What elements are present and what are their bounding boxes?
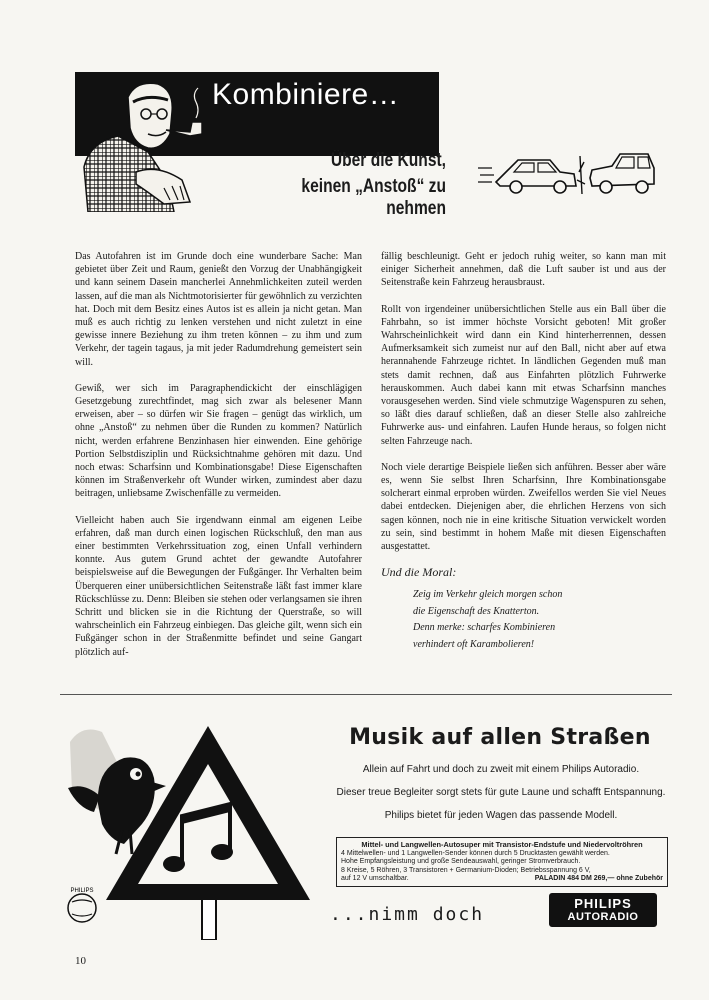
spec-line: 4 Mittelwellen- und 1 Langwellen-Sender können durch 5 Drucktasten gewählt werden. [341,849,610,857]
section-divider [60,694,672,695]
cars-collision-illustration [478,148,656,200]
article-paragraph: Gewiß, wer sich im Paragraphendickicht der einschlägigen Gesetzgebung zurechtfindet, mag sich zwar als belesener Mann erweisen, aber – so dürfen wir Sie fragen – genügt das wirklich, um ohne „Anstoß“ zu nehmen über die Runden zu kommen? Natürlich nicht, werden erfahrene Benzinhasen hier einwenden. Eine gehörige Portion Selbstdisziplin und Rücksichtnahme gehören mit dazu. Und noch etwas: Scharfsinn und Kombinationsgabe! Diese Eigenschaften können im Straßenverkehr oft Wunder wirken, zumindest aber dazu beitragen, unliebsame Zwischenfälle zu vermeiden. [75,382,362,500]
header-title: Kombiniere… [212,78,400,111]
poem-line: verhindert oft Karambolieren! [413,638,535,650]
logo-brand: PHILIPS [574,896,632,911]
ad-headline: Musik auf allen Straßen [349,725,651,750]
warning-sign-bird-illustration [62,712,320,940]
article-paragraph: Vielleicht haben auch Sie irgendwann einmal am eigenen Leibe erfahren, daß man durch einen logischen Rückschluß, den man aus einer bestimmten Verkehrssituation zog, einen Unfall verhindern konnte. Aus gutem Grund achtet der gewandte Autofahrer beispielsweise auf die Bewegungen der Fußgänger. Ihr Verhalten beim Überqueren einer unübersichtlichen Seitenstraße läßt fast immer klare Rückschlüsse zu. Denn: Bleiben sie stehen oder verlangsamen sie ihren Schritt und blicken sie in die Richtung der Querstraße, so will wahrscheinlich ein Fahrzeug einbiegen. Das gleiche gilt, wenn sich ein Fußgänger schon in der Straßenmitte befindet und seine Gangart plötzlich auf- [75,514,362,658]
article-paragraph: Noch viele derartige Beispiele ließen sich anführen. Besser aber wäre es, wenn Sie selbst Ihren Scharfsinn, Ihre Kombinationsgabe solcherart einmal erproben würden. Zweifellos werden Sie viel Neues dabei entdecken. Diejenigen aber, die ehrlichen Herzens von sich sagen können, noch nie in eine kritische Situation verwickelt worden zu sein, sind bestimmt in hohem Maße mit diesen Eigenschaften ausgestattet. [381,461,666,553]
philips-autoradio-logo [549,893,657,927]
spec-heading: Mittel- und Langwellen-Autosuper mit Transistor-Endstufe und Niedervoltröhren [361,840,643,849]
detective-cartoon-illustration [78,72,218,212]
article-column-right [381,250,666,653]
ad-text-line: Philips bietet für jeden Wagen das passende Modell. [384,810,618,821]
moral-poem [381,587,666,653]
spec-line: 8 Kreise, 5 Röhren, 3 Transistoren + Germanium-Dioden; Betriebsspannung 6 V, [341,866,591,874]
article-paragraph: fällig beschleunigt. Geht er jedoch ruhig weiter, so kann man mit einiger Sicherheit annehmen, daß die Luft sauber ist und aus der Seitenstraße kein Fahrzeug herausbraust. [381,251,666,289]
header-subtitle-line-1: Über die Kunst, [330,150,446,171]
ad-text-line: Allein auf Fahrt und doch zu zweit mit einem Philips Autoradio. [362,764,640,775]
ad-text-line: Dieser treue Begleiter sorgt stets für gute Laune und schafft Entspannung. [336,787,666,798]
product-price: PALADIN 484 DM 269,— ohne Zubehör [534,875,663,883]
philips-small-logo-text: PHILIPS [70,888,94,894]
page-number: 10 [75,955,86,967]
article-paragraph: Das Autofahren ist im Grunde doch eine wunderbare Sache: Man gebietet über Zeit und Raum, genießt den Vorzug der Unabhängigkeit und kann seinem Dasein mancherlei Annehmlichkeiten zuteil werden lassen, auf die man als Nichtmotorisierter für gewöhnlich zu verzichten hat. Doch mit dem Besitz eines Autos ist es allein ja nicht getan. Man muß es auch richtig zu lenken verstehen und nicht zuletzt in eine gewisse innere Beziehung zu ihm treten können – zu ihm und zum Verkehr, der tagein tagaus, ja mit jeder Radumdrehung gemeistert sein will. [75,251,362,368]
ad-slogan: ...nimm doch [330,904,485,925]
logo-product: AUTORADIO [567,911,639,923]
article-column-left [75,250,362,672]
article-paragraph: Rollt von irgendeiner unübersichtlichen Stelle aus ein Ball über die Fahrbahn, so ist immer höchste Vorsicht geboten! Mit großer Wahrscheinlichkeit wird dann ein Kind hinterherrennen, dessen Aufmerksamkeit sich zumeist nur auf den Ball, nicht aber auf etwa herannahende Fahrzeuge richtet. In ländlichen Gegenden muß man stets damit rechnen, daß aus Einfahrten plötzlich Fuhrwerke herauskommen. Auch dabei kann mit etwas Scharfsinn manches vorausgesehen werden. Sind viele schmutzige Wagenspuren zu sehen, so läßt dies darauf schließen, daß an dieser Stelle also zahlreiche Fuhrwerke aus- und einfahren. Laufen Hunde heraus, so folgen nicht selten Fahrzeuge nach. [381,303,666,447]
poem-line: Denn merke: scharfes Kombinieren [413,622,556,634]
poem-line: die Eigenschaft des Knatterton. [413,605,540,617]
product-spec-box [336,837,668,887]
spec-line: auf 12 V umschaltbar. [341,875,409,883]
spec-line: Hohe Empfangsleistung und große Sendeauswahl, geringer Stromverbrauch. [341,858,581,866]
header-subtitle-line-2: keinen „Anstoß“ zu nehmen [301,176,446,219]
poem-line: Zeig im Verkehr gleich morgen schon [413,589,563,601]
moral-heading: Und die Moral: [381,565,457,580]
spec-last-row [341,875,663,884]
